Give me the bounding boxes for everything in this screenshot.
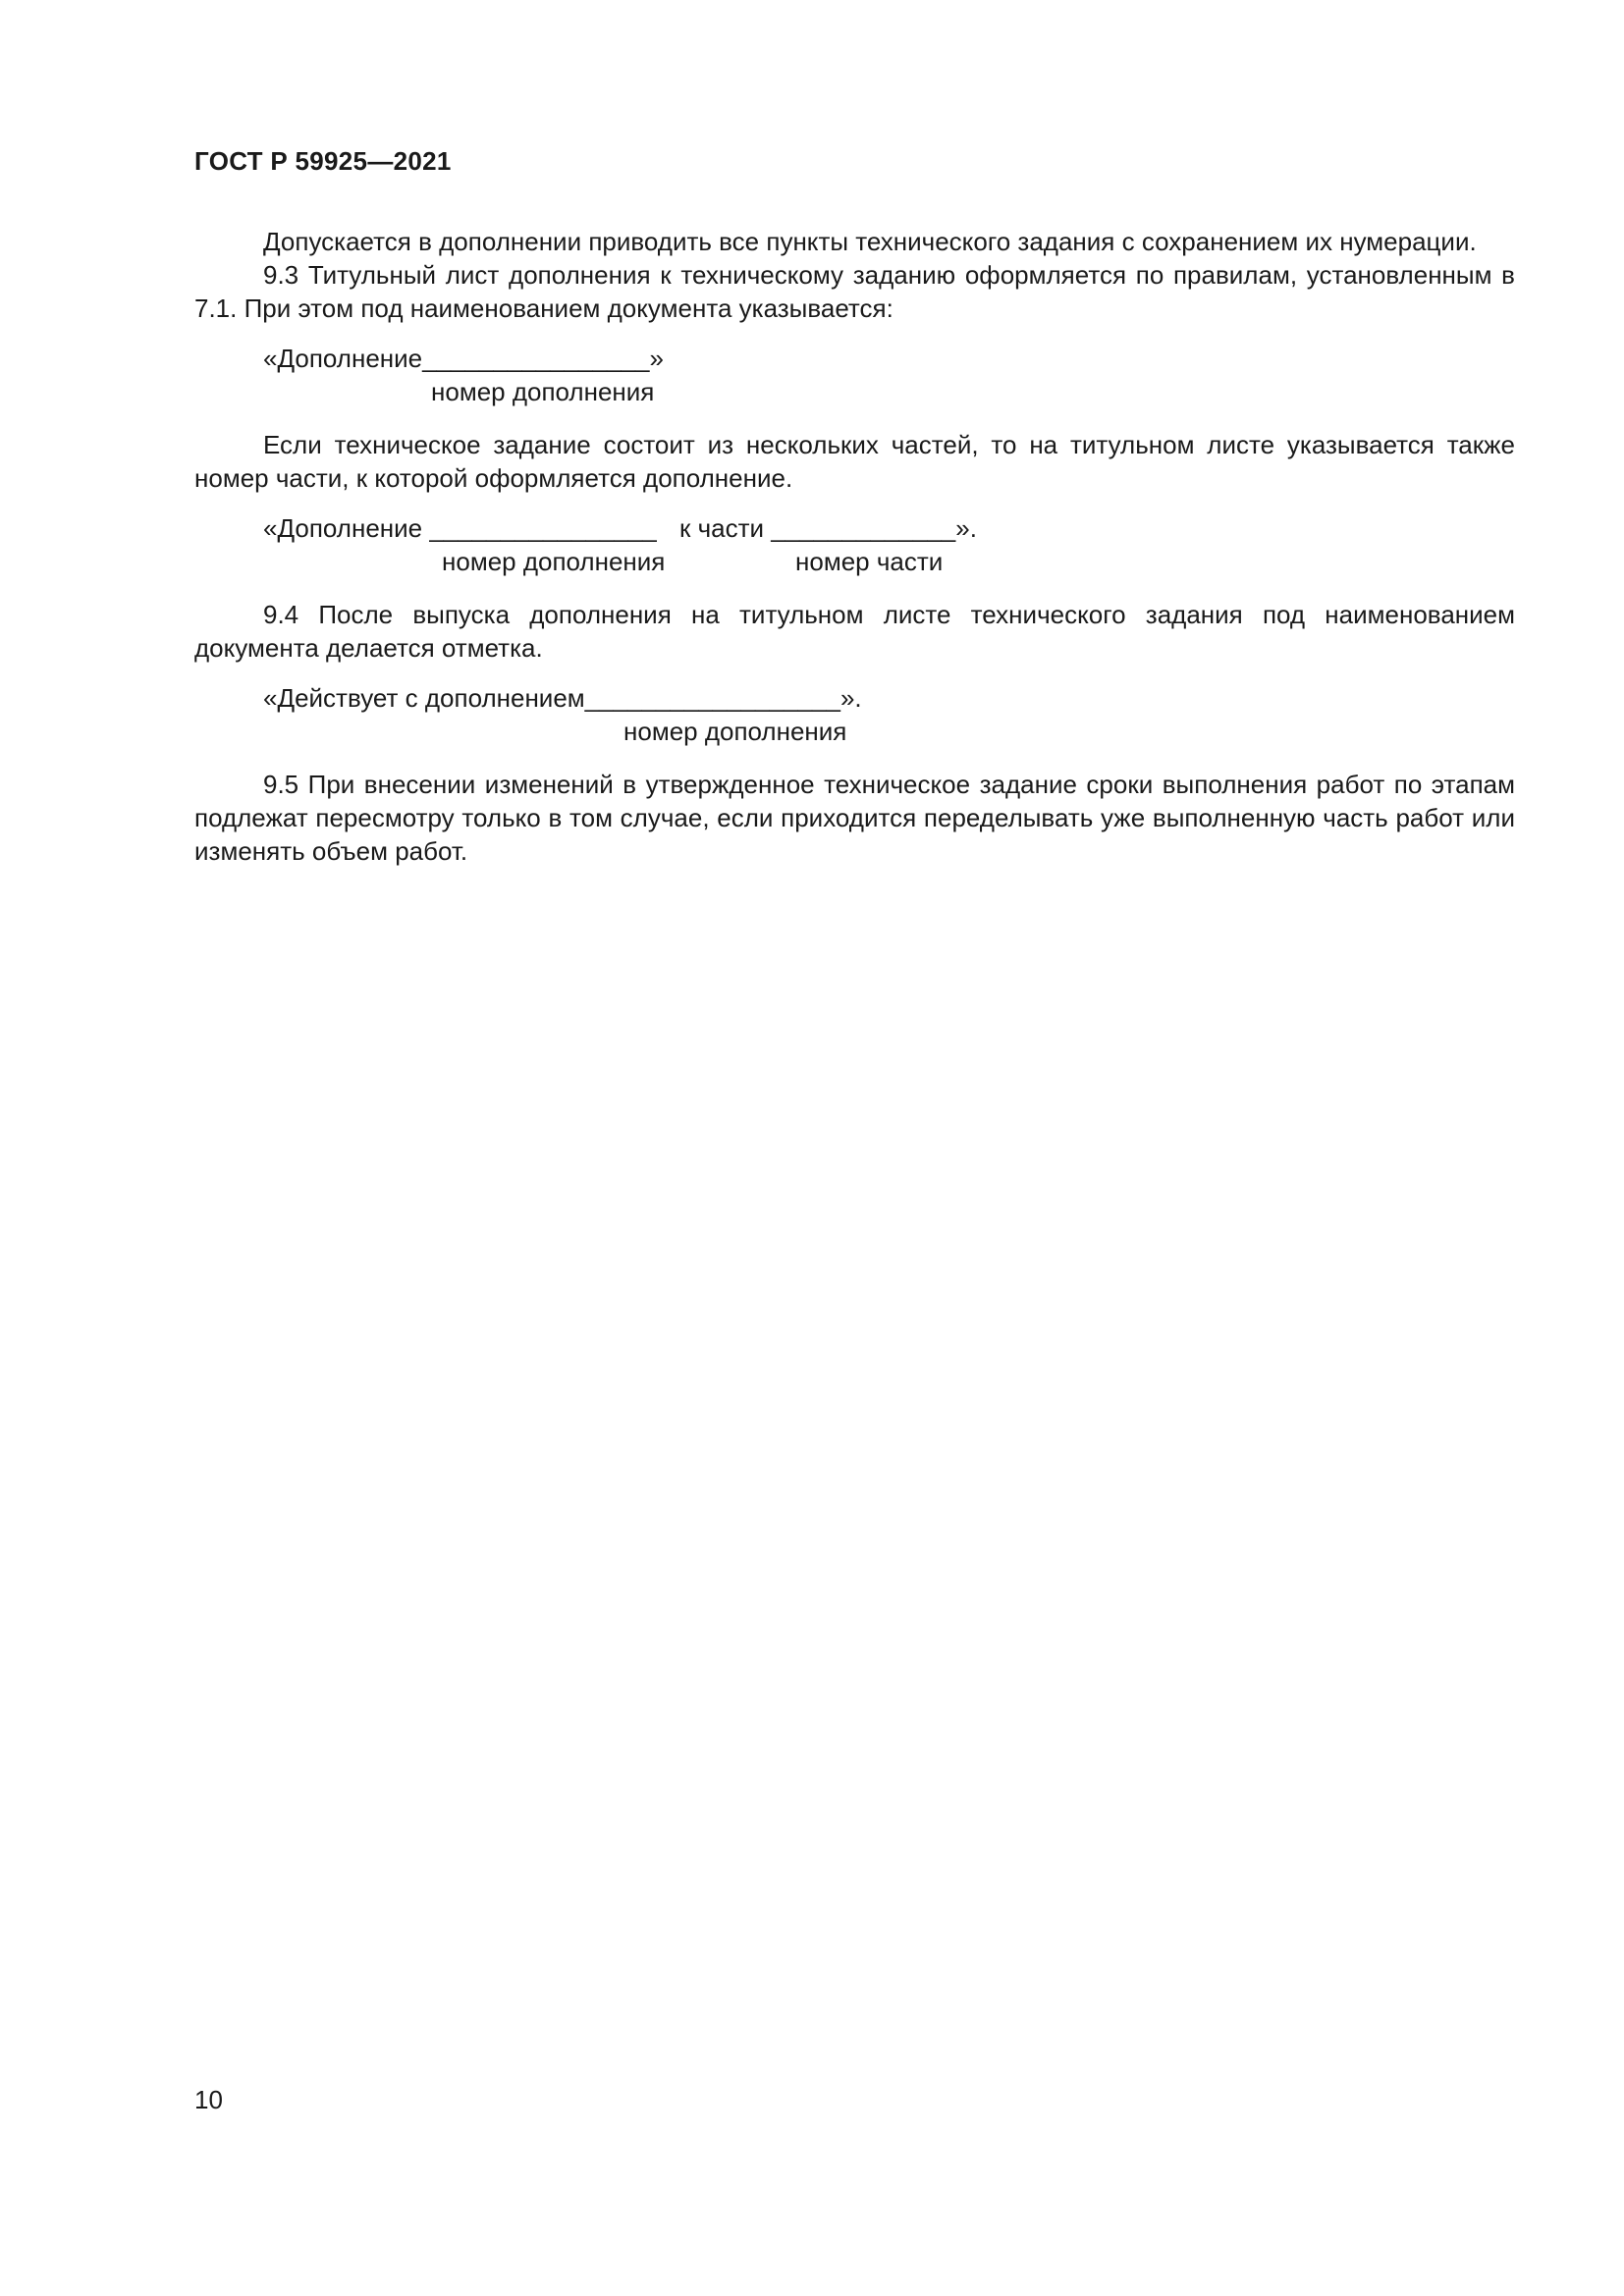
document-code-header: ГОСТ Р 59925—2021 xyxy=(194,146,452,176)
form-supplement-part-text-2: к части _____________». xyxy=(679,513,977,543)
page-number: 10 xyxy=(194,2085,223,2114)
paragraph-9-3: 9.3 Титульный лист дополнения к техническому заданию оформляется по правилам, установленным в 7.1. При этом под наименованием документа указывается: xyxy=(194,260,1515,323)
form-supplement-part-line xyxy=(194,511,1515,545)
form-supplement-line xyxy=(194,342,1515,375)
form-supplement-part-text-1: «Дополнение ________________ xyxy=(263,513,657,543)
form-supplement-caption-row xyxy=(194,375,1515,408)
document-body xyxy=(194,225,1515,868)
form-supplement-text: «Дополнение________________» xyxy=(263,344,664,373)
form-part-number-caption: номер части xyxy=(795,547,944,576)
paragraph-supplement-numbering: Допускается в дополнении приводить все пункты технического задания с сохранением их нумерации. xyxy=(263,227,1477,256)
paragraph-9-4: 9.4 После выпуска дополнения на титульном листе технического задания под наименованием документа делается отметка. xyxy=(194,600,1515,663)
form-effective-caption: номер дополнения xyxy=(623,717,847,746)
paragraph-9-5: 9.5 При внесении изменений в утвержденное техническое задание сроки выполнения работ по этапам подлежат пересмотру только в том случае, если приходится переделывать уже выполненную часть работ или изменять объем работ. xyxy=(194,770,1515,866)
form-effective-caption-row xyxy=(194,715,1515,748)
form-supplement-part-caption-row xyxy=(194,545,1515,578)
form-supplement-number-caption: номер дополнения xyxy=(442,547,666,576)
form-effective-line xyxy=(194,681,1515,715)
form-effective-text: «Действует с дополнением__________________». xyxy=(263,683,862,713)
paragraph-multiple-parts: Если техническое задание состоит из нескольких частей, то на титульном листе указывается также номер части, к которой оформляется дополнение. xyxy=(194,430,1515,493)
form-supplement-caption: номер дополнения xyxy=(431,377,655,406)
